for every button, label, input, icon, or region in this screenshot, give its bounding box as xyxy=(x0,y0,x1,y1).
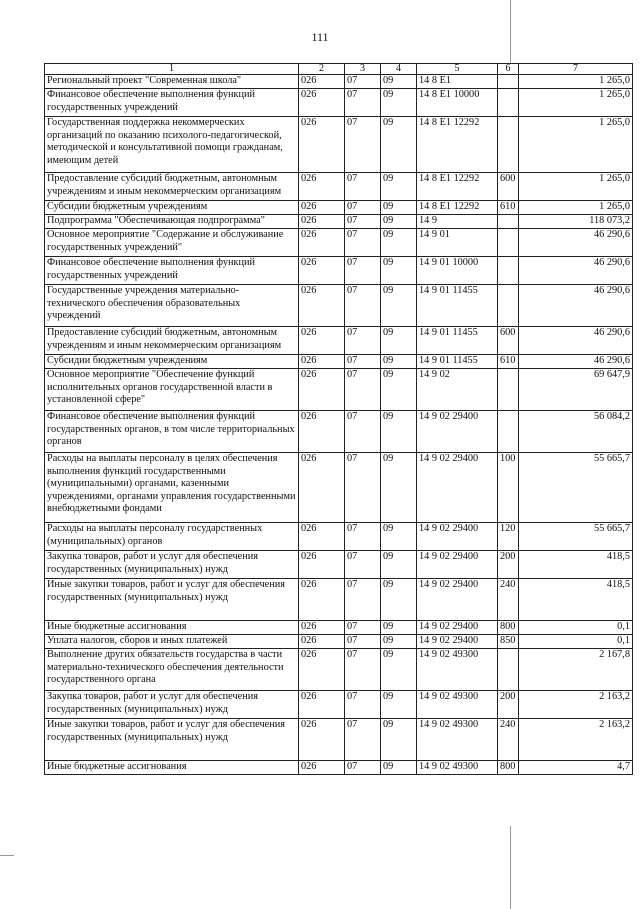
header-cell: 3 xyxy=(345,64,381,75)
row-section-code: 07 xyxy=(345,453,381,523)
table-row xyxy=(45,89,633,117)
row-subsection-code: 09 xyxy=(381,369,417,411)
table-row xyxy=(45,691,633,719)
row-section-code: 07 xyxy=(345,579,381,621)
table-row xyxy=(45,579,633,621)
row-description: Финансовое обеспечение выполнения функций государственных органов, в том числе территориальных органов xyxy=(45,411,299,453)
row-subsection-code: 09 xyxy=(381,257,417,285)
row-description: Расходы на выплаты персоналу в целях обеспечения выполнения функций государственными (муниципальными) органами, казенными учреждениями, органами управления государственными внебюджетными фондами xyxy=(45,453,299,523)
header-cell: 4 xyxy=(381,64,417,75)
row-section-code: 07 xyxy=(345,75,381,89)
row-amount: 46 290,6 xyxy=(519,327,633,355)
row-expense-type xyxy=(498,285,519,327)
row-ministry-code: 026 xyxy=(299,285,345,327)
row-amount: 56 084,2 xyxy=(519,411,633,453)
table-row xyxy=(45,229,633,257)
row-description: Иные закупки товаров, работ и услуг для обеспечения государственных (муниципальных) нужд xyxy=(45,719,299,761)
row-section-code: 07 xyxy=(345,649,381,691)
row-expense-type: 240 xyxy=(498,719,519,761)
row-subsection-code: 09 xyxy=(381,215,417,229)
header-cell: 5 xyxy=(417,64,498,75)
row-subsection-code: 09 xyxy=(381,117,417,173)
row-target-article: 14 9 02 29400 xyxy=(417,523,498,551)
row-amount: 2 167,8 xyxy=(519,649,633,691)
row-section-code: 07 xyxy=(345,761,381,775)
row-amount: 118 073,2 xyxy=(519,215,633,229)
scan-artifact-line xyxy=(510,0,511,64)
row-target-article: 14 9 02 29400 xyxy=(417,411,498,453)
scan-artifact-line xyxy=(0,855,14,856)
row-ministry-code: 026 xyxy=(299,215,345,229)
row-section-code: 07 xyxy=(345,117,381,173)
row-section-code: 07 xyxy=(345,411,381,453)
row-section-code: 07 xyxy=(345,327,381,355)
row-expense-type: 800 xyxy=(498,621,519,635)
row-target-article: 14 8 E1 10000 xyxy=(417,89,498,117)
row-description: Закупка товаров, работ и услуг для обеспечения государственных (муниципальных) нужд xyxy=(45,551,299,579)
row-target-article: 14 9 02 29400 xyxy=(417,579,498,621)
row-subsection-code: 09 xyxy=(381,635,417,649)
table-row xyxy=(45,369,633,411)
row-description: Иные бюджетные ассигнования xyxy=(45,621,299,635)
row-section-code: 07 xyxy=(345,523,381,551)
table-row xyxy=(45,551,633,579)
row-amount: 55 665,7 xyxy=(519,453,633,523)
row-expense-type: 600 xyxy=(498,327,519,355)
row-subsection-code: 09 xyxy=(381,285,417,327)
row-expense-type: 200 xyxy=(498,551,519,579)
row-section-code: 07 xyxy=(345,201,381,215)
row-section-code: 07 xyxy=(345,369,381,411)
row-expense-type: 240 xyxy=(498,579,519,621)
row-section-code: 07 xyxy=(345,621,381,635)
row-ministry-code: 026 xyxy=(299,355,345,369)
row-expense-type: 610 xyxy=(498,355,519,369)
row-ministry-code: 026 xyxy=(299,173,345,201)
row-target-article: 14 9 02 29400 xyxy=(417,551,498,579)
row-target-article: 14 9 02 49300 xyxy=(417,691,498,719)
table-row xyxy=(45,173,633,201)
row-section-code: 07 xyxy=(345,173,381,201)
row-expense-type: 600 xyxy=(498,173,519,201)
row-expense-type: 100 xyxy=(498,453,519,523)
row-subsection-code: 09 xyxy=(381,579,417,621)
row-expense-type xyxy=(498,649,519,691)
row-description: Иные закупки товаров, работ и услуг для обеспечения государственных (муниципальных) нужд xyxy=(45,579,299,621)
row-amount: 1 265,0 xyxy=(519,89,633,117)
row-ministry-code: 026 xyxy=(299,579,345,621)
row-subsection-code: 09 xyxy=(381,453,417,523)
row-expense-type: 610 xyxy=(498,201,519,215)
row-subsection-code: 09 xyxy=(381,761,417,775)
row-description: Субсидии бюджетным учреждениям xyxy=(45,201,299,215)
row-target-article: 14 9 01 10000 xyxy=(417,257,498,285)
row-target-article: 14 9 02 49300 xyxy=(417,649,498,691)
row-subsection-code: 09 xyxy=(381,649,417,691)
row-expense-type: 120 xyxy=(498,523,519,551)
row-section-code: 07 xyxy=(345,691,381,719)
row-amount: 1 265,0 xyxy=(519,201,633,215)
row-amount: 46 290,6 xyxy=(519,285,633,327)
row-subsection-code: 09 xyxy=(381,201,417,215)
row-description: Основное мероприятие "Содержание и обслуживание государственных учреждений" xyxy=(45,229,299,257)
table-row xyxy=(45,523,633,551)
table-row xyxy=(45,285,633,327)
row-expense-type xyxy=(498,89,519,117)
header-cell: 6 xyxy=(498,64,519,75)
row-amount: 0,1 xyxy=(519,621,633,635)
row-amount: 1 265,0 xyxy=(519,117,633,173)
row-section-code: 07 xyxy=(345,215,381,229)
row-target-article: 14 8 E1 12292 xyxy=(417,117,498,173)
table-row xyxy=(45,621,633,635)
table-row xyxy=(45,649,633,691)
table-row xyxy=(45,75,633,89)
row-ministry-code: 026 xyxy=(299,719,345,761)
row-ministry-code: 026 xyxy=(299,201,345,215)
row-target-article: 14 8 E1 xyxy=(417,75,498,89)
row-section-code: 07 xyxy=(345,257,381,285)
row-expense-type xyxy=(498,75,519,89)
row-ministry-code: 026 xyxy=(299,327,345,355)
row-amount: 69 647,9 xyxy=(519,369,633,411)
table-row xyxy=(45,355,633,369)
row-description: Финансовое обеспечение выполнения функций государственных учреждений xyxy=(45,257,299,285)
row-subsection-code: 09 xyxy=(381,327,417,355)
row-ministry-code: 026 xyxy=(299,761,345,775)
table-row xyxy=(45,117,633,173)
row-amount: 46 290,6 xyxy=(519,229,633,257)
row-section-code: 07 xyxy=(345,551,381,579)
row-subsection-code: 09 xyxy=(381,75,417,89)
row-description: Подпрограмма "Обеспечивающая подпрограмма" xyxy=(45,215,299,229)
row-amount: 46 290,6 xyxy=(519,257,633,285)
row-expense-type xyxy=(498,117,519,173)
row-expense-type xyxy=(498,229,519,257)
row-ministry-code: 026 xyxy=(299,551,345,579)
row-target-article: 14 9 01 11455 xyxy=(417,355,498,369)
row-amount: 418,5 xyxy=(519,551,633,579)
row-amount: 46 290,6 xyxy=(519,355,633,369)
row-expense-type xyxy=(498,257,519,285)
row-amount: 418,5 xyxy=(519,579,633,621)
row-target-article: 14 9 02 29400 xyxy=(417,635,498,649)
row-expense-type: 850 xyxy=(498,635,519,649)
row-subsection-code: 09 xyxy=(381,411,417,453)
row-ministry-code: 026 xyxy=(299,649,345,691)
row-target-article: 14 9 02 29400 xyxy=(417,621,498,635)
row-description: Предоставление субсидий бюджетным, автономным учреждениям и иным некоммерческим организациям xyxy=(45,173,299,201)
row-ministry-code: 026 xyxy=(299,453,345,523)
row-target-article: 14 8 E1 12292 xyxy=(417,201,498,215)
row-description: Выполнение других обязательств государства в части материально-технического обеспечения деятельности государственного органа xyxy=(45,649,299,691)
row-amount: 1 265,0 xyxy=(519,75,633,89)
row-ministry-code: 026 xyxy=(299,411,345,453)
row-expense-type xyxy=(498,369,519,411)
row-description: Предоставление субсидий бюджетным, автономным учреждениям и иным некоммерческим организациям xyxy=(45,327,299,355)
row-subsection-code: 09 xyxy=(381,229,417,257)
row-ministry-code: 026 xyxy=(299,621,345,635)
row-description: Субсидии бюджетным учреждениям xyxy=(45,355,299,369)
row-target-article: 14 9 xyxy=(417,215,498,229)
row-description: Закупка товаров, работ и услуг для обеспечения государственных (муниципальных) нужд xyxy=(45,691,299,719)
row-description: Государственная поддержка некоммерческих организаций по оказанию психолого-педагогической, методической и консультативной помощи гражданам, имеющим детей xyxy=(45,117,299,173)
row-ministry-code: 026 xyxy=(299,117,345,173)
row-ministry-code: 026 xyxy=(299,635,345,649)
table-row xyxy=(45,201,633,215)
budget-table xyxy=(44,63,633,775)
row-subsection-code: 09 xyxy=(381,551,417,579)
row-expense-type: 200 xyxy=(498,691,519,719)
row-ministry-code: 026 xyxy=(299,691,345,719)
table-row xyxy=(45,327,633,355)
row-description: Иные бюджетные ассигнования xyxy=(45,761,299,775)
row-subsection-code: 09 xyxy=(381,89,417,117)
row-section-code: 07 xyxy=(345,635,381,649)
row-description: Финансовое обеспечение выполнения функций государственных учреждений xyxy=(45,89,299,117)
row-amount: 1 265,0 xyxy=(519,173,633,201)
row-subsection-code: 09 xyxy=(381,523,417,551)
header-cell: 1 xyxy=(45,64,299,75)
row-target-article: 14 9 02 xyxy=(417,369,498,411)
row-section-code: 07 xyxy=(345,719,381,761)
row-subsection-code: 09 xyxy=(381,173,417,201)
page-number: 111 xyxy=(311,30,329,44)
row-amount: 0,1 xyxy=(519,635,633,649)
row-description: Уплата налогов, сборов и иных платежей xyxy=(45,635,299,649)
row-target-article: 14 8 E1 12292 xyxy=(417,173,498,201)
table-row xyxy=(45,761,633,775)
row-description: Основное мероприятие "Обеспечение функций исполнительных органов государственной власти в установленной сфере" xyxy=(45,369,299,411)
table-header xyxy=(45,64,633,75)
scan-artifact-line xyxy=(510,826,511,909)
row-expense-type xyxy=(498,411,519,453)
row-ministry-code: 026 xyxy=(299,369,345,411)
row-section-code: 07 xyxy=(345,285,381,327)
row-target-article: 14 9 01 xyxy=(417,229,498,257)
table-row xyxy=(45,453,633,523)
table-row xyxy=(45,635,633,649)
row-target-article: 14 9 02 49300 xyxy=(417,761,498,775)
header-cell: 2 xyxy=(299,64,345,75)
row-section-code: 07 xyxy=(345,89,381,117)
row-ministry-code: 026 xyxy=(299,523,345,551)
row-ministry-code: 026 xyxy=(299,89,345,117)
table-row xyxy=(45,411,633,453)
table-body xyxy=(45,75,633,775)
row-ministry-code: 026 xyxy=(299,257,345,285)
row-amount: 2 163,2 xyxy=(519,691,633,719)
row-target-article: 14 9 01 11455 xyxy=(417,285,498,327)
table-row xyxy=(45,719,633,761)
header-row xyxy=(45,64,633,75)
table-row xyxy=(45,215,633,229)
row-subsection-code: 09 xyxy=(381,355,417,369)
row-subsection-code: 09 xyxy=(381,621,417,635)
row-expense-type xyxy=(498,215,519,229)
header-cell: 7 xyxy=(519,64,633,75)
row-ministry-code: 026 xyxy=(299,229,345,257)
row-description: Расходы на выплаты персоналу государственных (муниципальных) органов xyxy=(45,523,299,551)
row-description: Государственные учреждения материально-технического обеспечения образовательных учреждений xyxy=(45,285,299,327)
row-expense-type: 800 xyxy=(498,761,519,775)
row-subsection-code: 09 xyxy=(381,719,417,761)
row-section-code: 07 xyxy=(345,355,381,369)
table-row xyxy=(45,257,633,285)
row-target-article: 14 9 02 49300 xyxy=(417,719,498,761)
row-ministry-code: 026 xyxy=(299,75,345,89)
row-description: Региональный проект "Современная школа" xyxy=(45,75,299,89)
row-amount: 55 665,7 xyxy=(519,523,633,551)
row-section-code: 07 xyxy=(345,229,381,257)
row-amount: 4,7 xyxy=(519,761,633,775)
row-target-article: 14 9 02 29400 xyxy=(417,453,498,523)
row-subsection-code: 09 xyxy=(381,691,417,719)
row-amount: 2 163,2 xyxy=(519,719,633,761)
row-target-article: 14 9 01 11455 xyxy=(417,327,498,355)
